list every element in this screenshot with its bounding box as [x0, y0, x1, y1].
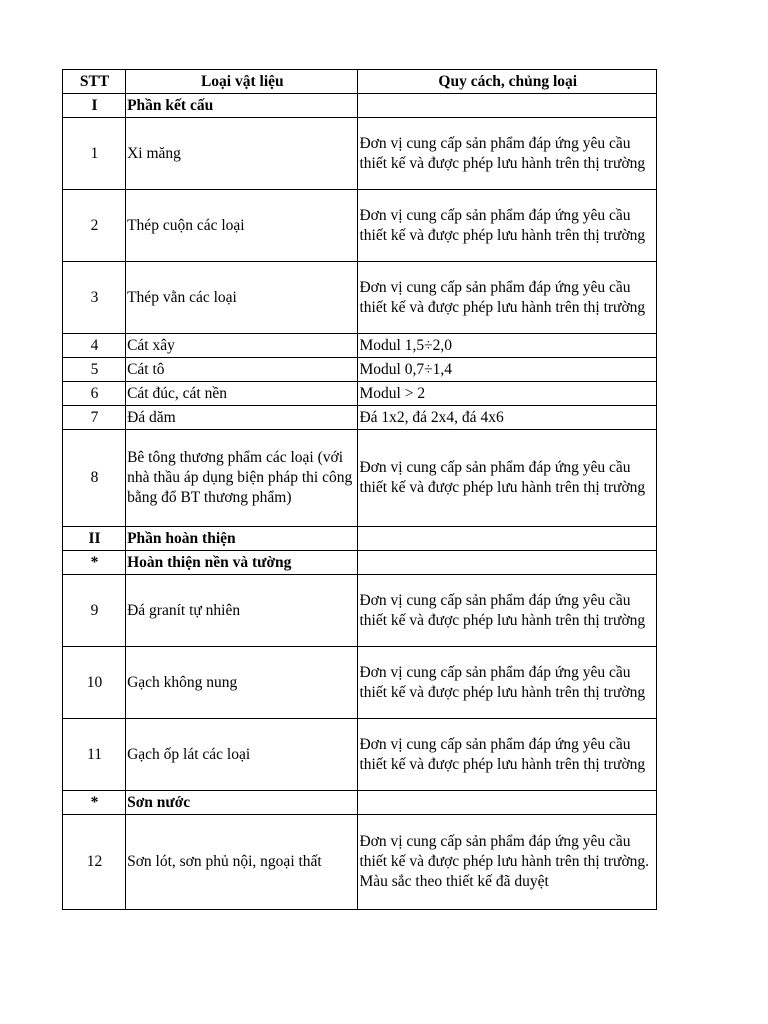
table-row [63, 190, 657, 262]
table-row [63, 358, 657, 382]
cell-material: Sơn lót, sơn phủ nội, ngoại thất [126, 815, 358, 910]
section-row [63, 527, 657, 551]
cell-spec: Đá 1x2, đá 2x4, đá 4x6 [358, 406, 657, 430]
cell-spec: Đơn vị cung cấp sản phẩm đáp ứng yêu cầu thiết kế và được phép lưu hành trên thị trường [358, 430, 657, 527]
cell-stt: 2 [63, 190, 126, 262]
cell-spec: Đơn vị cung cấp sản phẩm đáp ứng yêu cầu thiết kế và được phép lưu hành trên thị trường. Màu sắc theo thiết kế đã duyệt [358, 815, 657, 910]
cell-stt: 4 [63, 334, 126, 358]
cell-material: Bê tông thương phẩm các loại (với nhà thầu áp dụng biện pháp thi công bằng đổ BT thương phẩm) [126, 430, 358, 527]
cell-stt: 11 [63, 719, 126, 791]
table-row [63, 815, 657, 910]
materials-table [62, 69, 657, 910]
cell-spec: Đơn vị cung cấp sản phẩm đáp ứng yêu cầu thiết kế và được phép lưu hành trên thị trường [358, 190, 657, 262]
cell-spec: Đơn vị cung cấp sản phẩm đáp ứng yêu cầu thiết kế và được phép lưu hành trên thị trường [358, 118, 657, 190]
cell-spec [358, 527, 657, 551]
table-row [63, 719, 657, 791]
cell-material: Gạch không nung [126, 647, 358, 719]
cell-spec: Đơn vị cung cấp sản phẩm đáp ứng yêu cầu thiết kế và được phép lưu hành trên thị trường [358, 575, 657, 647]
section-row [63, 94, 657, 118]
table-row [63, 382, 657, 406]
cell-stt: 8 [63, 430, 126, 527]
cell-spec: Modul 0,7÷1,4 [358, 358, 657, 382]
cell-stt: I [63, 94, 126, 118]
cell-material: Đá dăm [126, 406, 358, 430]
cell-spec [358, 551, 657, 575]
cell-stt: 7 [63, 406, 126, 430]
table-row [63, 406, 657, 430]
cell-material: Thép cuộn các loại [126, 190, 358, 262]
section-row [63, 551, 657, 575]
cell-stt: 3 [63, 262, 126, 334]
cell-stt: 1 [63, 118, 126, 190]
cell-material: Xi măng [126, 118, 358, 190]
cell-spec: Đơn vị cung cấp sản phẩm đáp ứng yêu cầu thiết kế và được phép lưu hành trên thị trường [358, 647, 657, 719]
cell-spec [358, 791, 657, 815]
cell-spec: Đơn vị cung cấp sản phẩm đáp ứng yêu cầu thiết kế và được phép lưu hành trên thị trường [358, 719, 657, 791]
cell-stt: 12 [63, 815, 126, 910]
cell-stt: II [63, 527, 126, 551]
cell-material: Cát đúc, cát nền [126, 382, 358, 406]
cell-spec [358, 94, 657, 118]
cell-material: Hoàn thiện nền và tường [126, 551, 358, 575]
table-header-row [63, 70, 657, 94]
header-material: Loại vật liệu [126, 70, 358, 94]
cell-material: Cát xây [126, 334, 358, 358]
header-spec: Quy cách, chủng loại [358, 70, 657, 94]
table-row [63, 262, 657, 334]
table-row [63, 334, 657, 358]
header-stt: STT [63, 70, 126, 94]
cell-stt: * [63, 551, 126, 575]
table-row [63, 575, 657, 647]
cell-material: Phần kết cấu [126, 94, 358, 118]
cell-stt: * [63, 791, 126, 815]
cell-material: Phần hoàn thiện [126, 527, 358, 551]
cell-material: Đá granít tự nhiên [126, 575, 358, 647]
cell-material: Thép vằn các loại [126, 262, 358, 334]
cell-material: Cát tô [126, 358, 358, 382]
cell-stt: 9 [63, 575, 126, 647]
cell-material: Sơn nước [126, 791, 358, 815]
cell-stt: 10 [63, 647, 126, 719]
cell-stt: 6 [63, 382, 126, 406]
cell-spec: Modul 1,5÷2,0 [358, 334, 657, 358]
cell-material: Gạch ốp lát các loại [126, 719, 358, 791]
table-row [63, 118, 657, 190]
table-row [63, 647, 657, 719]
cell-stt: 5 [63, 358, 126, 382]
cell-spec: Đơn vị cung cấp sản phẩm đáp ứng yêu cầu thiết kế và được phép lưu hành trên thị trường [358, 262, 657, 334]
cell-spec: Modul > 2 [358, 382, 657, 406]
table-row [63, 430, 657, 527]
section-row [63, 791, 657, 815]
